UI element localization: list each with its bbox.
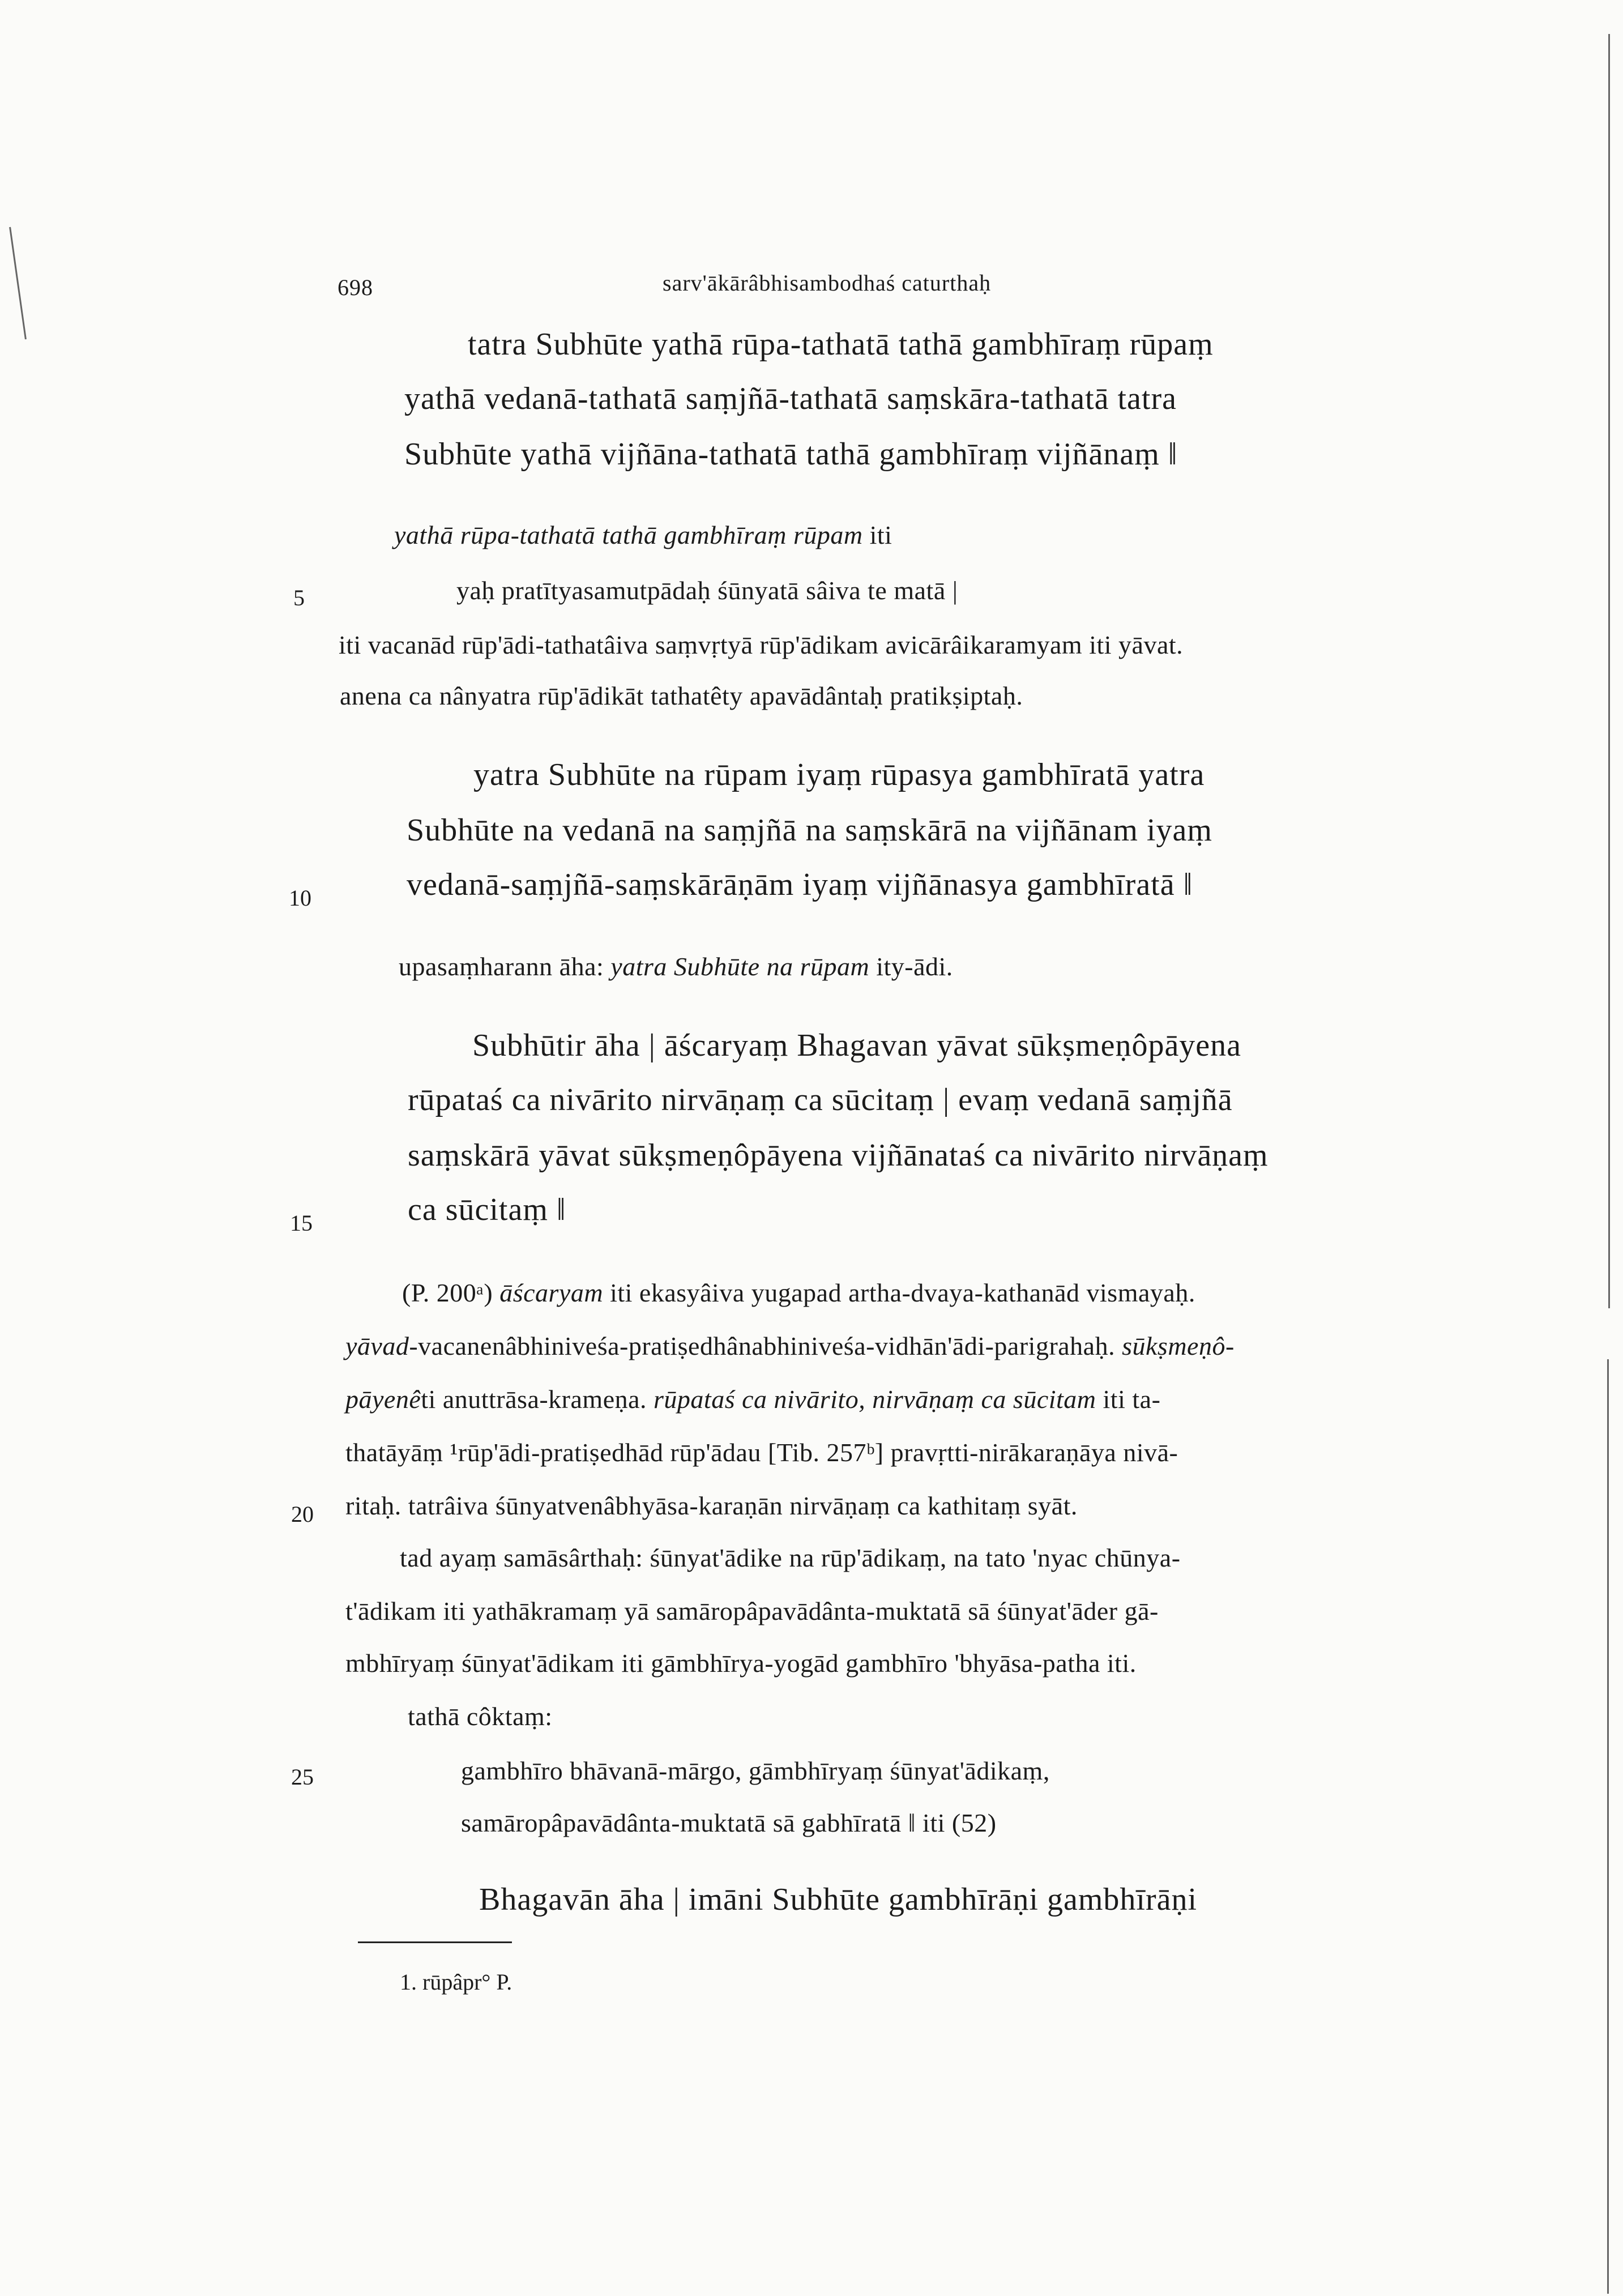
text-line	[394, 520, 892, 550]
italic-segment: āścaryam	[499, 1278, 604, 1307]
text-segment: t'ādikam iti yathākramaṃ yā samāropâpavādânta-muktatā sā śūnyat'āder gā-	[345, 1597, 1159, 1625]
text-segment: iti ta-	[1096, 1385, 1161, 1414]
text-segment: ti anuttrāsa-krameṇa.	[421, 1385, 654, 1414]
text-segment: yatra Subhūte na rūpam iyaṃ rūpasya gambhīratā yatra	[473, 757, 1205, 792]
text-segment: tathā côktaṃ:	[408, 1702, 553, 1731]
text-line	[407, 812, 1212, 848]
text-line	[461, 1808, 997, 1838]
text-segment: Subhūtir āha | āścaryaṃ Bhagavan yāvat sūkṣmeṇôpāyena	[472, 1028, 1242, 1063]
text-line	[345, 1596, 1159, 1626]
text-segment: yaḥ pratītyasamutpādaḥ śūnyatā sâiva te matā |	[456, 576, 958, 605]
text-line	[399, 951, 953, 981]
text-line	[473, 757, 1205, 793]
line-number: 25	[291, 1764, 314, 1790]
line-number: 20	[291, 1501, 314, 1527]
text-segment: iti vacanād rūp'ādi-tathatâiva saṃvṛtyā rūp'ādikam avicārâikaramyam iti yāvat.	[339, 630, 1184, 659]
text-line	[345, 1491, 1078, 1521]
text-segment: iti ekasyâiva yugapad artha-dvaya-kathanād vismayaḥ.	[603, 1278, 1195, 1307]
text-segment: tad ayaṃ samāsârthaḥ: śūnyat'ādike na rūp'ādikaṃ, na tato 'nyac chūnya-	[400, 1543, 1181, 1572]
text-segment: ritaḥ. tatrâiva śūnyatvenâbhyāsa-karaṇān nirvāṇaṃ ca kathitaṃ syāt.	[345, 1491, 1078, 1520]
text-line	[404, 436, 1178, 472]
text-line	[461, 1756, 1050, 1786]
text-line	[404, 381, 1177, 417]
italic-segment: yatra Subhūte na rūpam	[610, 952, 870, 981]
text-segment: -vacanenâbhiniveśa-pratiṣedhânabhiniveśa-vidhān'ādi-parigrahaḥ.	[409, 1331, 1122, 1360]
text-line	[400, 1543, 1181, 1573]
text-segment: ca sūcitaṃ ‖	[408, 1192, 566, 1227]
scan-mark-right	[1608, 34, 1610, 1308]
text-segment: yathā vedanā-tathatā saṃjñā-tathatā saṃskāra-tathatā tatra	[404, 381, 1177, 416]
text-line	[407, 867, 1193, 903]
text-segment: Subhūte na vedanā na saṃjñā na saṃskārā na vijñānam iyaṃ	[407, 813, 1212, 848]
line-number: 10	[289, 885, 311, 911]
text-line	[345, 1648, 1137, 1678]
text-line	[339, 630, 1183, 660]
line-number: 5	[293, 585, 305, 611]
text-line	[408, 1192, 566, 1228]
scan-mark-right-lower	[1607, 1359, 1609, 2294]
text-segment: thatāyāṃ ¹rūp'ādi-pratiṣedhād rūp'ādau [Tib. 257ᵇ] pravṛtti-nirākaraṇāya nivā-	[345, 1438, 1178, 1467]
text-segment: Bhagavān āha | imāni Subhūte gambhīrāṇi gambhīrāṇi	[479, 1882, 1197, 1917]
text-segment: gambhīro bhāvanā-mārgo, gāmbhīryaṃ śūnyat'ādikaṃ,	[461, 1756, 1050, 1785]
text-segment: (P. 200ᵃ)	[402, 1278, 500, 1307]
text-line	[345, 1437, 1178, 1467]
text-line	[479, 1881, 1197, 1918]
text-line	[345, 1384, 1160, 1414]
text-segment: mbhīryaṃ śūnyat'ādikam iti gāmbhīrya-yogād gambhīro 'bhyāsa-patha iti.	[345, 1649, 1137, 1678]
italic-segment: rūpataś ca nivārito, nirvāṇaṃ ca sūcitam	[654, 1385, 1096, 1414]
text-segment: saṃskārā yāvat sūkṣmeṇôpāyena vijñānataś ca nivārito nirvāṇaṃ	[408, 1138, 1268, 1173]
text-line	[472, 1027, 1241, 1064]
text-segment: tatra Subhūte yathā rūpa-tathatā tathā gambhīraṃ rūpaṃ	[468, 327, 1214, 362]
scan-mark-left	[9, 227, 27, 339]
text-line	[408, 1137, 1268, 1173]
text-line	[408, 1701, 553, 1731]
text-segment: Subhūte yathā vijñāna-tathatā tathā gambhīraṃ vijñānaṃ ‖	[404, 437, 1178, 472]
text-line	[408, 1082, 1233, 1118]
text-line	[402, 1278, 1195, 1308]
text-line	[345, 1331, 1235, 1361]
text-segment: vedanā-saṃjñā-saṃskārāṇām iyaṃ vijñānasya gambhīratā ‖	[407, 867, 1193, 902]
italic-segment: yāvad	[345, 1331, 409, 1360]
text-line	[468, 326, 1214, 362]
text-segment: anena ca nânyatra rūp'ādikāt tathatêty apavādântaḥ pratikṣiptaḥ.	[340, 681, 1023, 710]
page-number: 698	[338, 275, 373, 300]
footnote-rule	[358, 1941, 512, 1943]
text-line	[456, 575, 958, 605]
text-line	[340, 681, 1023, 711]
running-title: sarv'ākārâbhisambodhaś caturthaḥ	[663, 270, 992, 296]
italic-segment: sūkṣmeṇô-	[1122, 1331, 1235, 1360]
text-segment: ity-ādi.	[869, 952, 953, 981]
text-segment: iti	[862, 520, 892, 549]
italic-segment: yathā rūpa-tathatā tathā gambhīraṃ rūpam	[394, 520, 863, 549]
text-segment: rūpataś ca nivārito nirvāṇaṃ ca sūcitaṃ | evaṃ vedanā saṃjñā	[408, 1082, 1233, 1117]
italic-segment: pāyenê	[345, 1385, 421, 1414]
line-number: 15	[290, 1210, 313, 1236]
footnote: 1. rūpâpr° P.	[400, 1969, 512, 1995]
text-segment: upasaṃharann āha:	[399, 952, 611, 981]
text-segment: samāropâpavādânta-muktatā sā gabhīratā ‖ iti (52)	[461, 1808, 997, 1837]
